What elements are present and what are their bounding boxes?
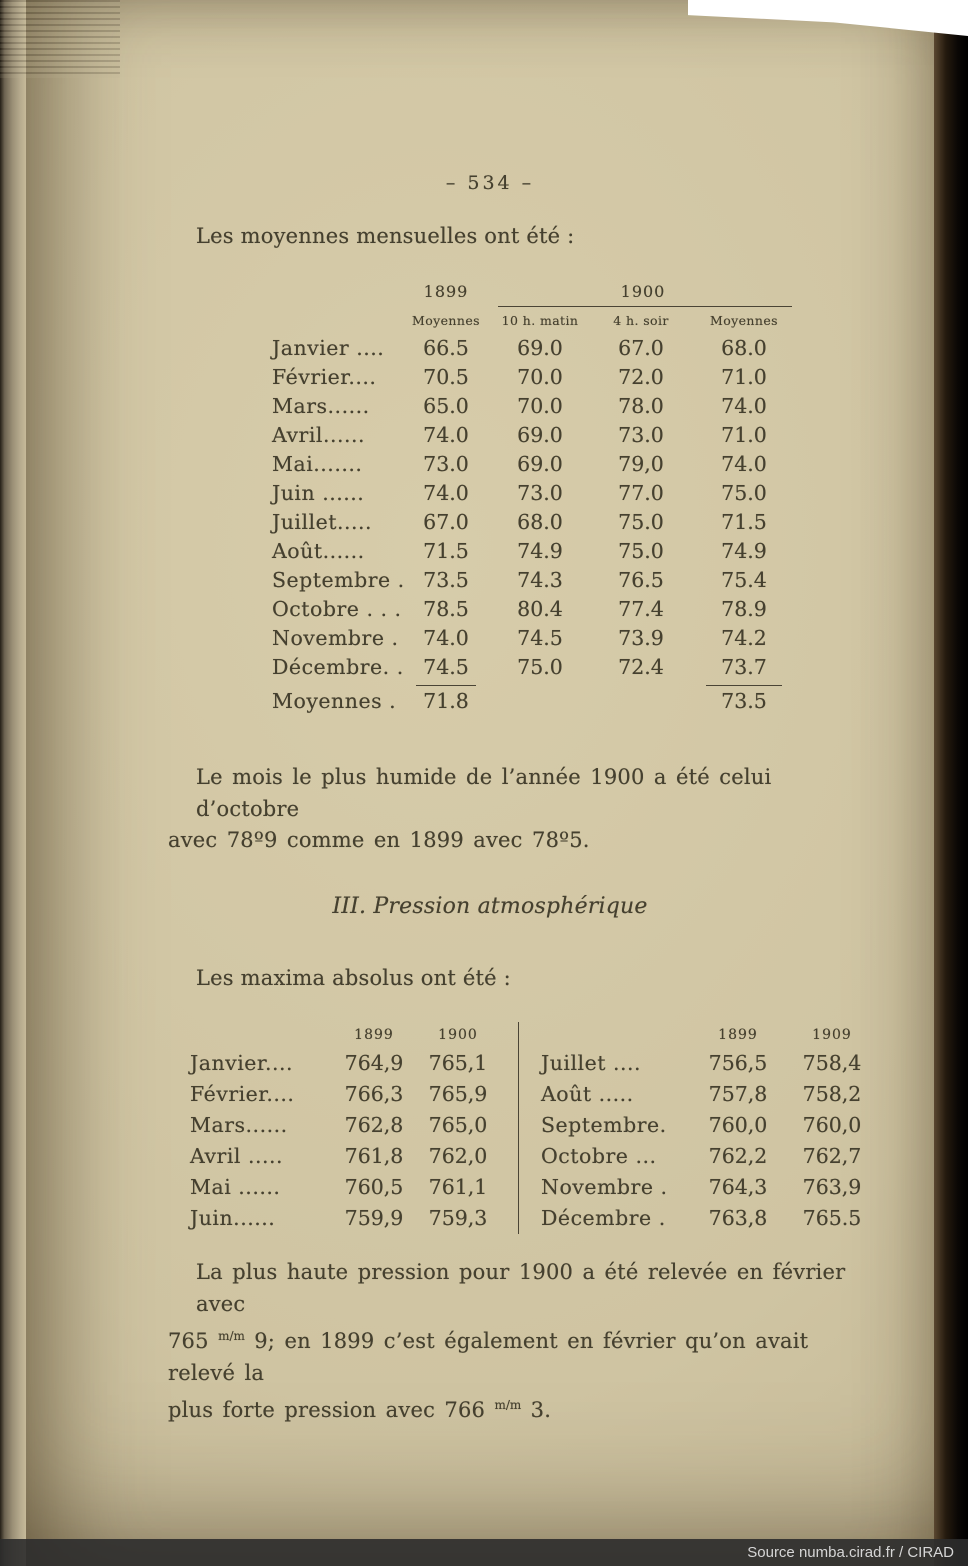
value-cell: 75.0	[618, 539, 664, 563]
column-header: 10 h. matin	[501, 313, 579, 328]
value-cell: 759,9	[344, 1206, 404, 1230]
value-cell: 760,0	[708, 1113, 768, 1137]
value-cell: 78.0	[618, 394, 664, 418]
month-label: Avril .....	[190, 1144, 284, 1168]
month-label: Août......	[272, 539, 365, 563]
value-cell: 74.0	[721, 394, 767, 418]
month-label: Février....	[190, 1082, 295, 1106]
book-left-edge	[0, 0, 26, 1566]
pressure-table-left	[190, 1022, 500, 1234]
value-cell: 70.0	[517, 365, 563, 389]
page-number: – 534 –	[445, 172, 535, 194]
value-cell: 79,0	[618, 452, 664, 476]
value-cell: 73.5	[423, 568, 469, 592]
value-cell: 73.0	[423, 452, 469, 476]
year-header: 1899	[718, 1027, 758, 1043]
month-label: Septembre .	[272, 568, 405, 592]
value-cell: 74.2	[721, 626, 767, 650]
paragraph-line: avec 78º9 comme en 1899 avec 78º5.	[168, 828, 590, 852]
value-cell: 756,5	[708, 1051, 768, 1075]
value-cell: 74.0	[721, 452, 767, 476]
text-fragment: plus forte pression avec 766	[168, 1398, 495, 1422]
value-cell: 74.5	[517, 626, 563, 650]
value-cell: 71.0	[721, 365, 767, 389]
value-cell: 758,4	[802, 1051, 862, 1075]
value-cell: 73.0	[618, 423, 664, 447]
humidity-table	[266, 276, 796, 720]
month-label: Février....	[272, 365, 377, 389]
value-cell: 73.7	[721, 655, 767, 679]
value-cell: 761,1	[428, 1175, 488, 1199]
value-cell: 764,3	[708, 1175, 768, 1199]
text-fragment: 9; en 1899 c’est également en février qu’on avait relevé la	[168, 1329, 809, 1385]
paragraph-line	[168, 1320, 868, 1389]
spacer	[590, 682, 692, 720]
month-label: Mars......	[190, 1113, 288, 1137]
value-cell: 77.0	[618, 481, 664, 505]
text-fragment: 765	[168, 1329, 219, 1353]
month-label: Novembre .	[272, 626, 399, 650]
value-cell: 70.5	[423, 365, 469, 389]
value-cell: 69.0	[517, 452, 563, 476]
month-label: Avril......	[272, 423, 366, 447]
value-cell: 74.9	[721, 539, 767, 563]
value-cell: 80.4	[517, 597, 563, 621]
value-cell: 765,0	[428, 1113, 488, 1137]
value-cell: 764,9	[344, 1051, 404, 1075]
value-cell: 71.5	[721, 510, 767, 534]
value-cell: 71.5	[423, 539, 469, 563]
value-cell: 74.9	[517, 539, 563, 563]
value-cell: 67.0	[618, 336, 664, 360]
value-cell: 762,8	[344, 1113, 404, 1137]
value-cell: 75.0	[517, 655, 563, 679]
paragraph-line: La plus haute pression pour 1900 a été relevée en février avec	[196, 1260, 846, 1316]
month-label: Septembre.	[541, 1113, 667, 1137]
value-cell: 761,8	[344, 1144, 404, 1168]
value-cell: 73.0	[517, 481, 563, 505]
value-cell: 68.0	[517, 510, 563, 534]
month-label: Août .....	[541, 1082, 634, 1106]
value-cell: 74.0	[423, 481, 469, 505]
value-cell: 75.0	[721, 481, 767, 505]
page-stack-corner	[0, 0, 120, 78]
value-cell: 78.9	[721, 597, 767, 621]
value-cell: 72.4	[618, 655, 664, 679]
value-cell: 762,2	[708, 1144, 768, 1168]
section-heading: III. Pression atmosphérique	[332, 894, 648, 919]
paragraph-line: Le mois le plus humide de l’année 1900 a été celui d’octobre	[196, 765, 772, 821]
value-cell: 70.0	[517, 394, 563, 418]
value-cell: 69.0	[517, 336, 563, 360]
value-cell: 765.5	[802, 1206, 862, 1230]
month-label: Janvier ....	[272, 336, 385, 360]
pressure-table	[190, 1022, 879, 1234]
value-cell: 72.0	[618, 365, 664, 389]
value-cell: 71.0	[721, 423, 767, 447]
value-cell: 766,3	[344, 1082, 404, 1106]
year-header-1899: 1899	[423, 282, 469, 301]
value-cell: 75.0	[618, 510, 664, 534]
spacer	[490, 682, 590, 720]
value-cell: 763,8	[708, 1206, 768, 1230]
column-header: Moyennes	[710, 313, 778, 328]
spacer	[266, 308, 402, 334]
value-cell: 67.0	[423, 510, 469, 534]
value-cell: 73.9	[618, 626, 664, 650]
column-header: Moyennes	[412, 313, 480, 328]
month-label: Juin......	[190, 1206, 276, 1230]
value-cell: 74.0	[423, 423, 469, 447]
month-label: Octobre . . .	[272, 597, 402, 621]
text-fragment: 3.	[521, 1398, 552, 1422]
month-label: Mars......	[272, 394, 370, 418]
mm-superscript: m/m	[218, 1329, 245, 1343]
value-cell: 74.3	[517, 568, 563, 592]
value-cell: 75.4	[721, 568, 767, 592]
mm-superscript: m/m	[494, 1398, 522, 1412]
spacer	[190, 1022, 332, 1048]
value-cell: 762,7	[802, 1144, 862, 1168]
value-cell: 759,3	[428, 1206, 488, 1230]
year-header-1900: 1900	[490, 276, 796, 308]
totals-label: Moyennes .	[272, 689, 397, 713]
month-label: Décembre .	[541, 1206, 666, 1230]
paragraph-pressure-comment	[168, 1256, 868, 1426]
value-cell: 765,1	[428, 1051, 488, 1075]
year-header: 1900	[438, 1027, 478, 1043]
month-label: Janvier....	[190, 1051, 294, 1075]
month-label: Novembre .	[541, 1175, 668, 1199]
value-cell: 66.5	[423, 336, 469, 360]
value-cell: 757,8	[708, 1082, 768, 1106]
value-cell: 77.4	[618, 597, 664, 621]
totals-value-1900: 73.5	[692, 682, 796, 720]
intro-sentence-humidity: Les moyennes mensuelles ont été :	[196, 224, 575, 248]
paragraph-humidity-comment	[168, 762, 858, 857]
year-header: 1899	[354, 1027, 394, 1043]
column-header: 4 h. soir	[613, 313, 669, 328]
value-cell: 763,9	[802, 1175, 862, 1199]
book-right-edge	[934, 0, 968, 1566]
month-label: Mai.......	[272, 452, 363, 476]
value-cell: 74.5	[423, 655, 469, 679]
value-cell: 765,9	[428, 1082, 488, 1106]
spacer	[266, 276, 402, 308]
value-cell: 69.0	[517, 423, 563, 447]
year-header: 1909	[812, 1027, 852, 1043]
pressure-table-right	[518, 1022, 879, 1234]
value-cell: 76.5	[618, 568, 664, 592]
totals-value-1899: 71.8	[402, 682, 490, 720]
month-label: Octobre ...	[541, 1144, 657, 1168]
value-cell: 760,5	[344, 1175, 404, 1199]
month-label: Juillet ....	[541, 1051, 642, 1075]
intro-sentence-pressure: Les maxima absolus ont été :	[196, 966, 511, 990]
value-cell: 758,2	[802, 1082, 862, 1106]
month-label: Mai ......	[190, 1175, 281, 1199]
value-cell: 74.0	[423, 626, 469, 650]
value-cell: 65.0	[423, 394, 469, 418]
source-attribution-bar	[0, 1539, 968, 1566]
value-cell: 78.5	[423, 597, 469, 621]
month-label: Décembre. .	[272, 655, 404, 679]
value-cell: 762,0	[428, 1144, 488, 1168]
value-cell: 68.0	[721, 336, 767, 360]
spacer	[541, 1022, 691, 1048]
month-label: Juillet.....	[272, 510, 373, 534]
source-text: Source numba.cirad.fr / CIRAD	[747, 1544, 954, 1561]
paragraph-line	[168, 1389, 868, 1426]
value-cell: 760,0	[802, 1113, 862, 1137]
month-label: Juin ......	[272, 481, 365, 505]
